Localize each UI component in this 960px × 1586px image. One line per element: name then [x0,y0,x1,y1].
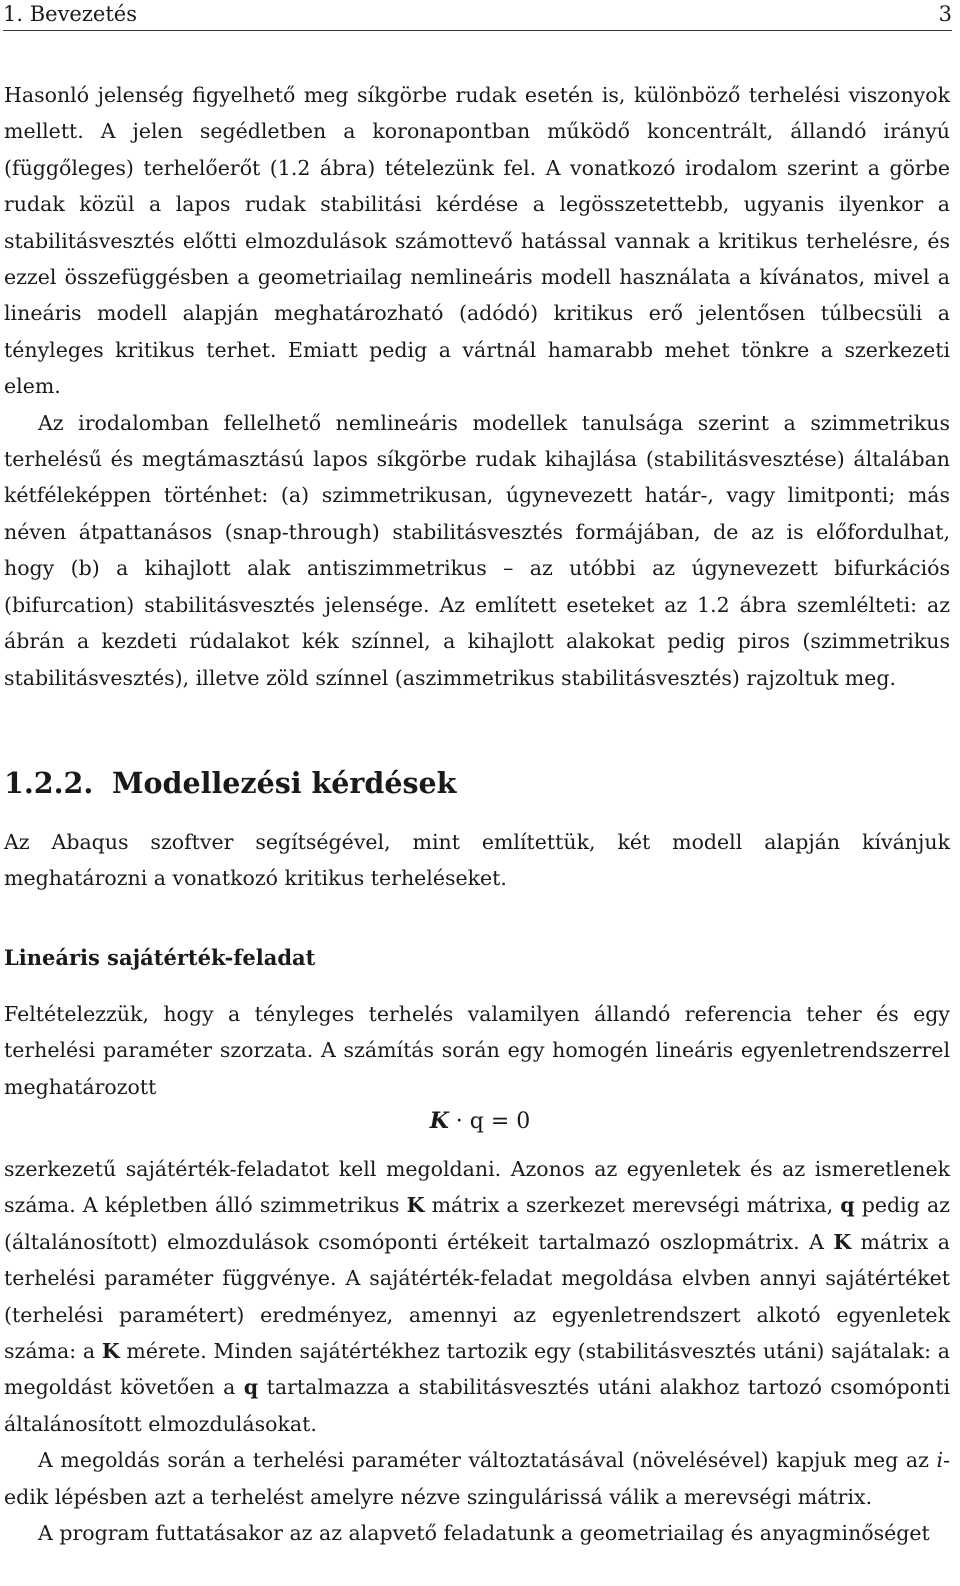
text-run: pedig az (általánosított) elmozdulások csomóponti értékeit tartalmazó oszlopmátrix. A [4,1193,950,1254]
subsection-heading: Lineáris sajátérték-feladat [4,945,316,970]
text-run: -edik lépésben azt a terhelést amelyre nézve szingulárissá válik a merevségi mátrix. [4,1448,950,1509]
index-i-symbol: i [936,1448,944,1473]
matrix-k-symbol: K [101,1339,120,1364]
section-heading [4,763,456,803]
matrix-k-symbol: K [406,1193,425,1218]
equation-matrix-k: K [429,1108,449,1134]
matrix-k-symbol: K [833,1229,852,1254]
equation-kq [0,1103,960,1140]
chapter-title: 1. Bevezetés [3,2,137,26]
vector-q-symbol: q [243,1375,259,1400]
text-run: mátrix a terhelési paraméter függvénye. A sajátérték-feladat megoldása elvben annyi sajátértéket (terhelési paramétert) eredményez, amennyi az egyenletrendszert alkotó egyenletek száma: a [4,1229,950,1364]
section-title: Modellezési kérdések [112,766,457,800]
section-number: 1.2.2. [4,766,94,800]
vector-q-symbol: q [840,1193,855,1218]
abaqus-text-block [4,824,950,897]
running-header [3,0,952,31]
paragraph-eigenvalue-problem [4,1151,950,1442]
text-run: szerkezetű sajátérték-feladatot kell megoldani. Azonos az egyenletek és az ismeretlenek száma. A képletben álló szimmetrikus [4,1157,950,1218]
text-run: tartalmazza a stabilitásvesztés utáni alakhoz tartozó csomóponti általánosított elmozdulásokat. [4,1375,950,1436]
text-run: A megoldás során a terhelési paraméter változtatásával (növelésével) kapjuk meg az [38,1448,937,1473]
paragraph-program-run: A program futtatásakor az az alapvető feladatunk a geometriailag és anyagminőséget [38,1521,930,1546]
text-run: mátrix a szerkezet merevségi mátrixa, [424,1193,841,1218]
paragraph-nonlinear-models: Az irodalomban fellelhető nemlineáris modellek tanulsága szerint a szimmetrikus terhelésű és megtámasztású lapos síkgörbe rudak kihajlása (stabilitásvesztése) általában kétféleképpen történhet: (a) szimmetrikusan, úgynevezett határ-, vagy limitponti; más néven átpattanásos (snap-through) stabilitásvesztés formájában, de az is előfordulhat, hogy (b) a kihajlott alak antiszimmetrikus – az utóbbi az úgynevezett bifurkációs (bifurcation) stabilitásvesztés jelensége. Az említett eseteket az 1.2 ábra szemlélteti: az ábrán a kezdeti rúdalakot kék színnel, a kihajlott alakokat pedig piros (szimmetrikus stabilitásvesztés), illetve zöld színnel (aszimmetrikus stabilitásvesztés) rajzoltuk meg. [4,410,950,690]
eigen-intro-text-block [4,996,950,1105]
equation-rest: · q = 0 [448,1109,531,1134]
text-run: mérete. Minden sajátértékhez tartozik egy (stabilitásvesztés utáni) sajátalak: a megoldást követően a [4,1339,950,1400]
paragraph-similar-phenomenon: Hasonló jelenség figyelhető meg síkgörbe rudak esetén is, különböző terhelési viszonyok mellett. A jelen segédletben a koronapontban működő koncentrált, állandó irányú (függőleges) terhelőerőt (1.2 ábra) tételezünk fel. A vonatkozó irodalom szerint a görbe rudak közül a lapos rudak stabilitási kérdése a legösszetettebb, ugyanis ilyenkor a stabilitásvesztés előtti elmozdulások számottevő hatással vannak a kritikus terhelésre, és ezzel összefüggésben a geometriailag nemlineáris modell használata a kívánatos, mivel a lineáris modell alapján meghatározható (adódó) kritikus erő jelentősen túlbecsüli a tényleges kritikus terhet. Emiatt pedig a vártnál hamarabb mehet tönkre a szerkezeti elem. [4,83,950,399]
intro-text-block [4,77,950,696]
eigen-text-block [4,1151,950,1551]
page-number: 3 [938,2,952,26]
paragraph-eigenvalue-intro: Feltételezzük, hogy a tényleges terhelés valamilyen állandó referencia teher és egy terhelési paraméter szorzata. A számítás során egy homogén lineáris egyenletrendszerrel meghatározott [4,1002,950,1099]
paragraph-abaqus: Az Abaqus szoftver segítségével, mint említettük, két modell alapján kívánjuk meghatározni a vonatkozó kritikus terheléseket. [4,830,950,891]
paragraph-solution-process [4,1442,950,1515]
